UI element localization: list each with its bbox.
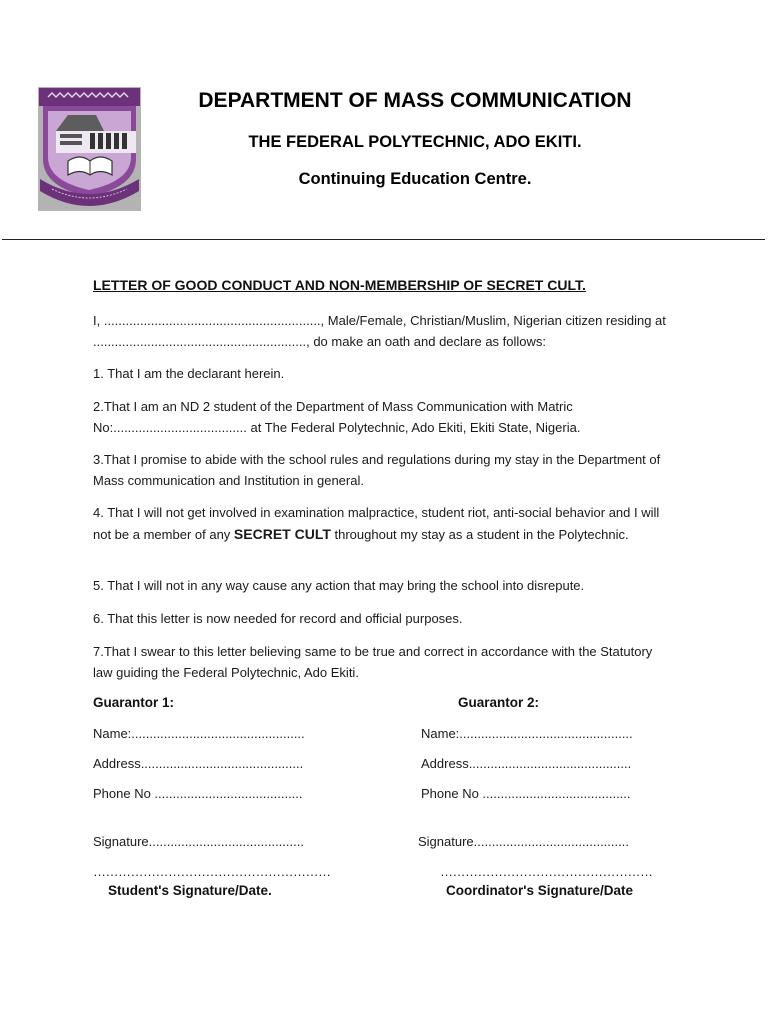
student-signature-line: ………………………………………………… bbox=[93, 864, 331, 879]
guarantor-2-phone-field: Phone No ......................................... bbox=[421, 786, 631, 801]
guarantor-2-heading: Guarantor 2: bbox=[458, 695, 540, 710]
declaration-item-5: 5. That I will not in any way cause any action that may bring the school into disrepute. bbox=[93, 578, 585, 593]
declaration-item-2: 2.That I am an ND 2 student of the Department of Mass Communication with Matric No:..................................... at The Federal Polytechnic, Ado Ekiti, Ekiti State, Nigeria. bbox=[93, 399, 581, 435]
guarantor-1-name-field: Name:................................................ bbox=[93, 726, 305, 741]
header-divider bbox=[2, 239, 765, 240]
polytechnic-crest-logo-icon bbox=[38, 87, 141, 211]
coordinator-signature-label: Coordinator's Signature/Date bbox=[446, 883, 633, 898]
letter-title: LETTER OF GOOD CONDUCT AND NON-MEMBERSHIP OF SECRET CULT. bbox=[93, 277, 586, 293]
declaration-item-3: 3.That I promise to abide with the school rules and regulations during my stay in the Department of Mass communication and Institution in general. bbox=[93, 452, 661, 488]
guarantor-2-address-field: Address............................................. bbox=[421, 756, 632, 771]
declaration-item-7: 7.That I swear to this letter believing same to be true and correct in accordance with the Statutory law guiding the Federal Polytechnic, Ado Ekiti. bbox=[93, 644, 653, 680]
declaration-item-4 bbox=[93, 503, 673, 545]
guarantor-1-phone-field: Phone No ......................................... bbox=[93, 786, 303, 801]
intro-paragraph: I, ............................................................, Male/Female, Christian/Muslim, Nigerian citizen residing at ..........................................................., do make an oath and declare as follows: bbox=[93, 313, 666, 349]
guarantor-1-signature-field: Signature........................................... bbox=[93, 834, 304, 849]
student-signature-label: Student's Signature/Date. bbox=[108, 883, 272, 898]
department-title: DEPARTMENT OF MASS COMMUNICATION bbox=[198, 89, 632, 112]
declaration-item-6: 6. That this letter is now needed for record and official purposes. bbox=[93, 611, 463, 626]
declaration-item-1: 1. That I am the declarant herein. bbox=[93, 366, 285, 381]
item-4-text-start: 4. That I will not get involved in examination malpractice, student riot, anti-social behavior and I will not be a member of any bbox=[93, 505, 660, 542]
coordinator-signature-line: …………………………………………… bbox=[440, 864, 653, 879]
guarantor-1-address-field: Address............................................. bbox=[93, 756, 304, 771]
guarantor-2-name-field: Name:................................................ bbox=[421, 726, 633, 741]
centre-name: Continuing Education Centre. bbox=[298, 170, 532, 188]
item-4-text-end: throughout my stay as a student in the Polytechnic. bbox=[330, 526, 629, 542]
institution-name: THE FEDERAL POLYTECHNIC, ADO EKITI. bbox=[248, 133, 582, 151]
guarantor-1-heading: Guarantor 1: bbox=[93, 695, 175, 710]
secret-cult-emphasis: SECRET CULT bbox=[233, 525, 331, 542]
guarantor-2-signature-field: Signature........................................... bbox=[418, 834, 629, 849]
